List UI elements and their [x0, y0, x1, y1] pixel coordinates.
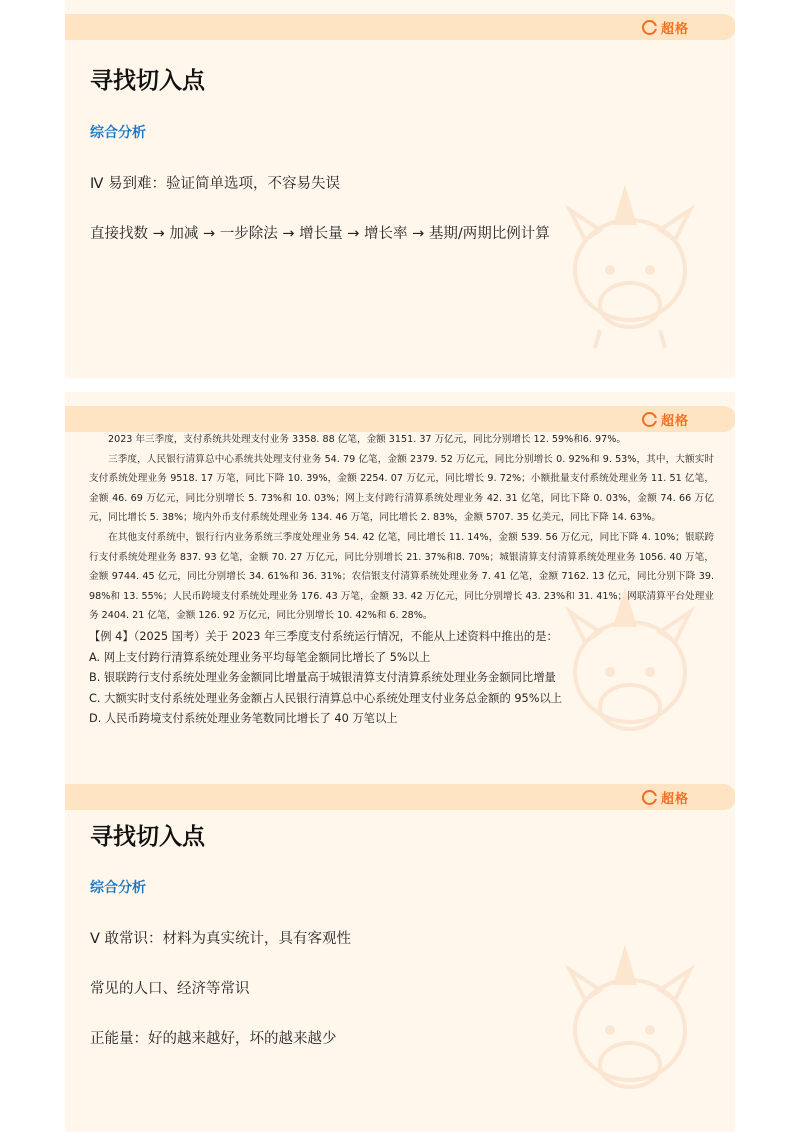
brand [642, 788, 689, 807]
brand-name: 超格 [660, 22, 689, 37]
point-text: 正能量：好的越来越好，坏的越来越少 [90, 1031, 337, 1047]
option-a: A. 网上支付跨行清算系统处理业务平均每笔金额同比增长了 5%以上 [89, 650, 431, 664]
brand [642, 410, 689, 429]
slide-header-bar [65, 14, 735, 40]
brand-name: 超格 [660, 792, 689, 807]
point-text: Ⅳ 易到难：验证简单选项，不容易失误 [90, 176, 340, 192]
brand-name: 超格 [660, 414, 689, 429]
point-text: Ⅴ 敢常识：材料为真实统计，具有客观性 [90, 931, 352, 947]
slide-1 [65, 0, 735, 378]
passage-paragraph: 2023 年三季度，支付系统共处理支付业务 3358. 88 亿笔，金额 3151. 37 万亿元，同比分别增长 12. 59%和6. 97%。 [108, 434, 626, 445]
section-label: 综合分析 [90, 880, 146, 896]
brand [642, 18, 689, 37]
option-b: B. 银联跨行支付系统处理业务金额同比增量高于城银清算支付清算系统处理业务金额同比增量 [89, 671, 556, 685]
passage-paragraph: 在其他支付系统中，银行行内业务系统三季度处理业务 54. 42 亿笔，同比增长 11. 14%，金额 539. 56 万亿元，同比下降 4. 10%；银联跨行支付系统处理业务 837. 93 亿笔，金额 70. 27 万亿元，同比分别增长 21. 37%和8. 70%；城银清算支付清算系统处理业务 1056. 40 万笔，金额 9744. 45 亿元，同比分别增长 34. 61%和 36. 31%；农信银支付清算系统处理业务 7. 41 亿笔，金额 7162. 13 亿元，同比分别下降 39. 98%和 13. 55%；人民币跨境支付系统处理业务 176. 43 万笔，金额 33. 42 万亿元，同比分别增长 43. 23%和 31. 41%；网联清算平台处理业务 2404. 21 亿笔，金额 126. 92 万亿元，同比分别增长 10. 42%和 6. 28%。 [89, 531, 714, 622]
brand-logo-icon [642, 412, 657, 427]
data-passage [89, 430, 714, 626]
question-block [89, 627, 714, 730]
question-stem: 【例 4】（2025 国考）关于 2023 年三季度支付系统运行情况，不能从上述资料中推出的是： [89, 630, 558, 643]
slide-header-bar [65, 784, 735, 810]
passage-paragraph: 三季度，人民银行清算总中心系统共处理支付业务 54. 79 亿笔，金额 2379. 52 万亿元，同比分别增长 0. 92%和 9. 53%，其中，大额实时支付系统处理业务 9518. 17 万笔，同比下降 10. 39%，金额 2254. 07 万亿元，同比增长 9. 72%；小额批量支付系统处理业务 11. 51 亿笔，金额 46. 69 万亿元，同比分别增长 5. 73%和 10. 03%；网上支付跨行清算系统处理业务 42. 31 亿笔，同比下降 0. 03%，金额 74. 66 万亿元，同比增长 5. 38%；境内外币支付系统处理业务 134. 46 万笔，同比增长 2. 83%，金额 5707. 35 亿美元，同比下降 14. 63%。 [89, 453, 714, 524]
unicorn-mascot-watermark [555, 940, 705, 1110]
unicorn-mascot-watermark [555, 180, 705, 350]
slide-title: 寻找切入点 [90, 68, 205, 94]
slide-3 [65, 770, 735, 1132]
option-c: C. 大额实时支付系统处理业务金额占人民银行清算总中心系统处理支付业务总金额的 95%以上 [89, 691, 563, 705]
option-d: D. 人民币跨境支付系统处理业务笔数同比增长了 40 万笔以上 [89, 712, 398, 726]
slide-header-bar [65, 406, 735, 432]
point-text: 常见的人口、经济等常识 [90, 981, 250, 997]
brand-logo-icon [642, 20, 657, 35]
slide-2 [65, 392, 735, 770]
slide-title: 寻找切入点 [90, 824, 205, 850]
brand-logo-icon [642, 790, 657, 805]
section-label: 综合分析 [90, 125, 146, 141]
point-text: 直接找数 → 加减 → 一步除法 → 增长量 → 增长率 → 基期/两期比例计算 [90, 226, 550, 242]
